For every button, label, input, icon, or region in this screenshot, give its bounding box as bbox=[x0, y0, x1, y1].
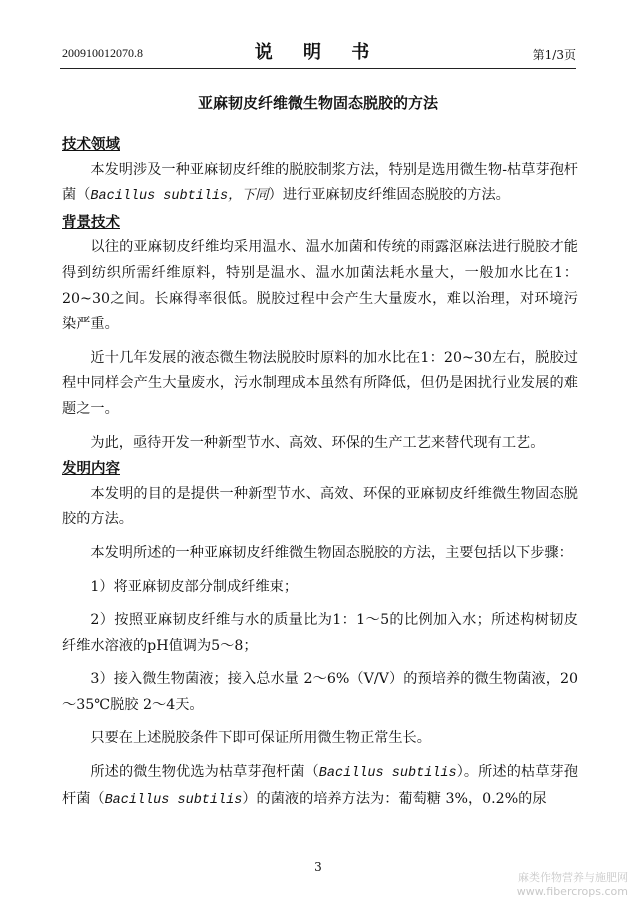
paragraph bbox=[62, 158, 578, 210]
paragraph: 为此，亟待开发一种新型节水、高效、环保的生产工艺来替代现有工艺。 bbox=[90, 434, 545, 451]
header-rule bbox=[60, 68, 576, 69]
page-number: 3 bbox=[314, 860, 322, 874]
text-span: 所述的微生物优选为枯草芽孢杆菌（ bbox=[90, 764, 319, 781]
text-span: ）的菌液的培养方法为：葡萄糖 3%，0.2%的尿 bbox=[242, 790, 547, 807]
latin-name: Bacillus subtilis，下同 bbox=[90, 189, 269, 205]
latin-name: Bacillus subtilis bbox=[104, 792, 243, 808]
paragraph bbox=[62, 760, 578, 813]
document-title: 亚麻韧皮纤维微生物固态脱胶的方法 bbox=[197, 94, 438, 112]
step-item: 3）接入微生物菌液；接入总水量 2～6%（V/V）的预培养的微生物菌液，20～35℃脱胶 2～4天。 bbox=[62, 671, 578, 713]
paragraph: 只要在上述脱胶条件下即可保证所用微生物正常生长。 bbox=[90, 730, 431, 747]
patent-number: 200910012070.8 bbox=[62, 46, 143, 60]
header-title: 说 明 书 bbox=[254, 42, 382, 63]
text-span: 本发明涉及一种亚麻韧皮纤维的脱胶制浆方法，特别是选用微生物-枯草芽孢杆菌（ bbox=[62, 161, 578, 204]
paragraph: 本发明的目的是提供一种新型节水、高效、环保的亚麻韧皮纤维微生物固态脱胶的方法。 bbox=[62, 485, 578, 528]
latin-name: Bacillus subtilis bbox=[318, 766, 457, 782]
document-body bbox=[62, 132, 578, 813]
page-label: 第1/3页 bbox=[532, 48, 576, 62]
paragraph: 本发明所述的一种亚麻韧皮纤维微生物固态脱胶的方法，主要包括以下步骤： bbox=[90, 544, 573, 561]
watermark-line: www.fibercrops.com bbox=[516, 885, 628, 898]
step-item: 2）按照亚麻韧皮纤维与水的质量比为1：1～5的比例加入水；所述构树韧皮纤维水溶液的pH值调为5～8； bbox=[62, 612, 578, 654]
paragraph: 近十几年发展的液态微生物法脱胶时原料的加水比在1：20~30左右，脱胶过程中同样会产生大量废水，污水制理成本虽然有所降低，但仍是困扰行业发展的难题之一。 bbox=[62, 349, 578, 417]
section-heading-background: 背景技术 bbox=[62, 213, 120, 231]
watermark bbox=[517, 871, 628, 899]
section-heading-invention: 发明内容 bbox=[62, 460, 120, 478]
watermark-line: 麻类作物营养与施肥网 bbox=[518, 871, 628, 884]
paragraph: 以往的亚麻韧皮纤维均采用温水、温水加菌和传统的雨露沤麻法进行脱胶才能得到纺织所需纤维原料，特别是温水、温水加菌法耗水量大，一般加水比在1：20~30之间。长麻得率很低。脱胶过程中会产生大量废水，难以治理，对环境污染严重。 bbox=[62, 239, 578, 333]
text-span: ）。所述的枯草芽孢杆菌（ bbox=[62, 764, 578, 807]
text-span: ）进行亚麻韧皮纤维固态脱胶的方法。 bbox=[268, 187, 510, 204]
step-item: 1）将亚麻韧皮部分制成纤维束； bbox=[90, 578, 299, 595]
section-heading-tech-field: 技术领域 bbox=[62, 136, 120, 153]
